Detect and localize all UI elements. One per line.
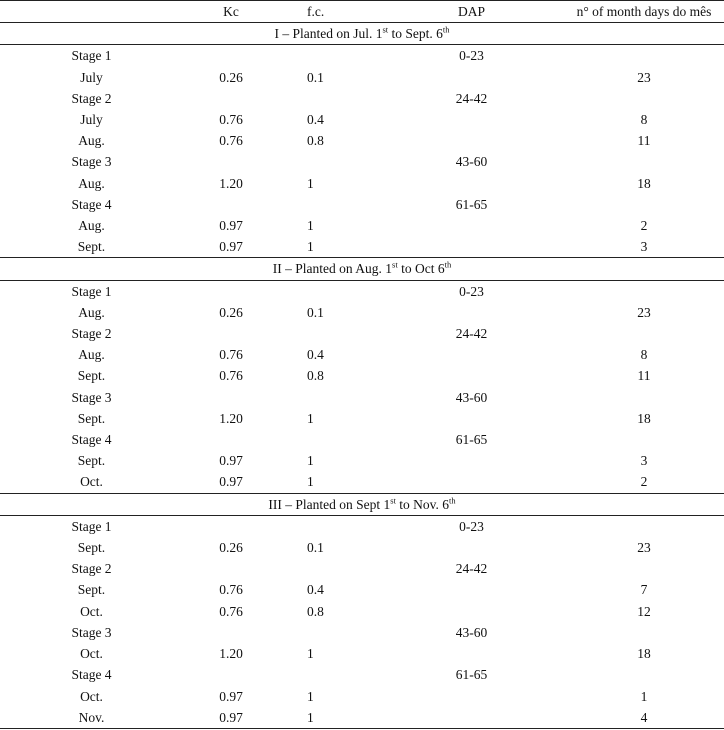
- row-label: Stage 4: [71, 667, 112, 683]
- fc-cell: 0.1: [307, 540, 324, 556]
- table-body: [0, 23, 724, 729]
- row-label: Stage 2: [71, 90, 112, 106]
- days-cell: [524, 387, 724, 408]
- row-label: Oct.: [80, 474, 103, 490]
- table-row: [0, 215, 724, 236]
- table-row: [0, 622, 724, 643]
- row-label: Aug.: [78, 133, 105, 149]
- days-cell: 8: [640, 112, 648, 128]
- table-row: [0, 601, 724, 622]
- fc-cell: 1: [307, 453, 314, 469]
- table-row: [0, 67, 724, 88]
- table-row: [0, 302, 724, 323]
- dap-cell: [419, 236, 524, 258]
- fc-cell: [279, 45, 419, 67]
- kc-cell: [183, 45, 279, 67]
- row-label: Sept.: [77, 368, 106, 384]
- dap-cell: [419, 67, 524, 88]
- row-label: Stage 2: [71, 326, 112, 342]
- kc-cell: [183, 194, 279, 215]
- fc-cell: [279, 515, 419, 537]
- section-title-text: I – Planted on Jul. 1: [274, 26, 383, 42]
- fc-cell: 1: [307, 239, 314, 255]
- days-cell: 1: [640, 688, 648, 704]
- kc-cell: [183, 558, 279, 579]
- section-title: [0, 258, 724, 280]
- dap-cell: 24-42: [455, 326, 488, 342]
- fc-cell: [279, 387, 419, 408]
- row-label: July: [80, 69, 103, 85]
- row-label: Stage 1: [71, 48, 112, 64]
- kc-cell: 0.76: [219, 603, 243, 619]
- section-title: [0, 493, 724, 515]
- days-cell: 18: [637, 646, 651, 662]
- table-row: [0, 537, 724, 558]
- header-stage: [0, 1, 183, 23]
- header-fc: f.c.: [307, 4, 325, 19]
- days-cell: 7: [640, 582, 648, 598]
- table-row: [0, 686, 724, 707]
- header-dap: DAP: [457, 4, 485, 19]
- dap-cell: [419, 601, 524, 622]
- kc-cell: 0.76: [219, 112, 243, 128]
- kc-cell: [183, 622, 279, 643]
- dap-cell: [419, 302, 524, 323]
- ordinal-suffix: th: [449, 495, 456, 506]
- fc-cell: 0.1: [307, 304, 324, 320]
- kc-cell: [183, 664, 279, 685]
- row-label: Nov.: [78, 709, 105, 725]
- dap-cell: [419, 408, 524, 429]
- table-row: [0, 408, 724, 429]
- section-title-row: [0, 258, 724, 280]
- dap-cell: 0-23: [459, 283, 484, 299]
- dap-cell: [419, 344, 524, 365]
- table-row: [0, 558, 724, 579]
- fc-cell: [279, 558, 419, 579]
- kc-cell: 0.97: [219, 688, 243, 704]
- ordinal-suffix: st: [382, 24, 389, 35]
- fc-cell: 0.8: [307, 133, 324, 149]
- fc-cell: [279, 429, 419, 450]
- dap-cell: [419, 579, 524, 600]
- days-cell: 3: [640, 239, 648, 255]
- days-cell: [524, 323, 724, 344]
- row-label: Sept.: [77, 410, 106, 426]
- kc-cell: [183, 88, 279, 109]
- kc-cell: 1.20: [219, 410, 243, 426]
- days-cell: [524, 664, 724, 685]
- fc-cell: 1: [307, 410, 314, 426]
- table-row: [0, 664, 724, 685]
- days-cell: [524, 280, 724, 302]
- table-row: [0, 429, 724, 450]
- table-row: [0, 365, 724, 386]
- row-label: Stage 3: [71, 624, 112, 640]
- table-row: [0, 45, 724, 67]
- dap-cell: [419, 537, 524, 558]
- fc-cell: 0.8: [307, 603, 324, 619]
- kc-cell: [183, 387, 279, 408]
- fc-cell: [279, 88, 419, 109]
- dap-cell: [419, 450, 524, 471]
- days-cell: [524, 558, 724, 579]
- section-title-text: to Oct 6: [397, 261, 445, 277]
- days-cell: 4: [640, 709, 648, 725]
- days-cell: [524, 622, 724, 643]
- row-label: Oct.: [80, 603, 103, 619]
- section-title-text: III – Planted on Sept 1: [268, 496, 391, 512]
- days-cell: 23: [637, 540, 651, 556]
- days-cell: 12: [637, 603, 651, 619]
- table-row: [0, 109, 724, 130]
- kc-cell: [183, 323, 279, 344]
- kc-cell: [183, 151, 279, 172]
- table-row: [0, 236, 724, 258]
- kc-cell: [183, 515, 279, 537]
- table-row: [0, 471, 724, 493]
- table-row: [0, 344, 724, 365]
- row-label: Stage 3: [71, 154, 112, 170]
- table-header-row: [0, 1, 724, 23]
- kc-cell: 0.76: [219, 133, 243, 149]
- days-cell: [524, 429, 724, 450]
- kc-cell: 0.97: [219, 239, 243, 255]
- days-cell: 23: [637, 69, 651, 85]
- kc-cell: 0.76: [219, 582, 243, 598]
- row-label: Aug.: [78, 218, 105, 234]
- days-cell: [524, 45, 724, 67]
- fc-cell: 1: [307, 688, 314, 704]
- dap-cell: 61-65: [455, 196, 488, 212]
- table-row: [0, 387, 724, 408]
- fc-cell: 1: [307, 175, 314, 191]
- fc-cell: 0.8: [307, 368, 324, 384]
- dap-cell: [419, 365, 524, 386]
- ordinal-suffix: st: [392, 259, 398, 270]
- days-cell: 8: [640, 347, 648, 363]
- kc-cell: 0.26: [219, 69, 243, 85]
- dap-cell: 0-23: [459, 518, 484, 534]
- row-label: Stage 4: [71, 196, 112, 212]
- days-cell: 11: [637, 368, 651, 384]
- fc-cell: [279, 151, 419, 172]
- table-row: [0, 88, 724, 109]
- row-label: Stage 4: [71, 432, 112, 448]
- table-row: [0, 173, 724, 194]
- dap-cell: 24-42: [455, 90, 488, 106]
- row-label: Stage 2: [71, 561, 112, 577]
- dap-cell: 24-42: [455, 561, 488, 577]
- days-cell: 2: [640, 218, 648, 234]
- table-row: [0, 280, 724, 302]
- table-row: [0, 151, 724, 172]
- row-label: Oct.: [80, 688, 103, 704]
- fc-cell: 0.4: [307, 347, 324, 363]
- dap-cell: 61-65: [455, 667, 488, 683]
- section-title-text: to Nov. 6: [395, 496, 450, 512]
- days-cell: 3: [640, 453, 648, 469]
- fc-cell: [279, 664, 419, 685]
- fc-cell: [279, 323, 419, 344]
- kc-cell: 0.76: [219, 347, 243, 363]
- kc-cell: 0.26: [219, 540, 243, 556]
- days-cell: 11: [637, 133, 651, 149]
- dap-cell: [419, 109, 524, 130]
- table-row: [0, 130, 724, 151]
- kc-cell: 1.20: [219, 175, 243, 191]
- fc-cell: 1: [307, 218, 314, 234]
- kc-cell: 0.97: [219, 218, 243, 234]
- header-kc: Kc: [223, 4, 239, 19]
- days-cell: 18: [637, 175, 651, 191]
- days-cell: [524, 194, 724, 215]
- ordinal-suffix: th: [442, 24, 450, 35]
- days-cell: [524, 88, 724, 109]
- dap-cell: 43-60: [455, 389, 488, 405]
- row-label: Sept.: [77, 239, 106, 255]
- fc-cell: 1: [307, 474, 314, 490]
- ordinal-suffix: st: [390, 495, 396, 506]
- row-label: Sept.: [77, 582, 106, 598]
- dap-cell: [419, 215, 524, 236]
- table-row: [0, 515, 724, 537]
- row-label: Stage 1: [71, 518, 112, 534]
- dap-cell: 0-23: [459, 48, 484, 64]
- row-label: Aug.: [78, 175, 105, 191]
- dap-cell: 43-60: [455, 624, 488, 640]
- row-label: July: [80, 112, 103, 128]
- dap-cell: [419, 686, 524, 707]
- section-title: [0, 23, 724, 45]
- kc-cell: 0.97: [219, 453, 243, 469]
- table-row: [0, 643, 724, 664]
- table-row: [0, 707, 724, 729]
- header-days: n° of month days do mês: [576, 4, 712, 19]
- dap-cell: [419, 173, 524, 194]
- fc-cell: 0.4: [307, 582, 324, 598]
- kc-cell: 0.97: [219, 709, 243, 725]
- kc-cell: 0.76: [219, 368, 243, 384]
- section-title-row: [0, 493, 724, 515]
- days-cell: [524, 515, 724, 537]
- section-title-text: to Sept. 6: [388, 26, 443, 42]
- dap-cell: [419, 707, 524, 729]
- table-row: [0, 450, 724, 471]
- row-label: Oct.: [80, 646, 103, 662]
- kc-cell: [183, 280, 279, 302]
- dap-cell: 61-65: [455, 432, 488, 448]
- row-label: Aug.: [78, 304, 105, 320]
- fc-cell: [279, 194, 419, 215]
- days-cell: 18: [637, 410, 651, 426]
- days-cell: [524, 151, 724, 172]
- kc-cell: 0.97: [219, 474, 243, 490]
- row-label: Sept.: [77, 453, 106, 469]
- dap-cell: [419, 643, 524, 664]
- section-title-text: II – Planted on Aug. 1: [272, 261, 393, 277]
- fc-cell: 1: [307, 646, 314, 662]
- row-label: Sept.: [77, 540, 106, 556]
- dap-cell: [419, 130, 524, 151]
- row-label: Stage 3: [71, 389, 112, 405]
- dap-cell: 43-60: [455, 154, 488, 170]
- table-row: [0, 194, 724, 215]
- days-cell: 2: [640, 474, 648, 490]
- row-label: Aug.: [78, 347, 105, 363]
- kc-cell: 0.26: [219, 304, 243, 320]
- days-cell: 23: [637, 304, 651, 320]
- dap-cell: [419, 471, 524, 493]
- fc-cell: 0.1: [307, 69, 324, 85]
- section-title-row: [0, 23, 724, 45]
- fc-cell: [279, 280, 419, 302]
- table-row: [0, 323, 724, 344]
- kc-cell: 1.20: [219, 646, 243, 662]
- kc-cell: [183, 429, 279, 450]
- fc-cell: 1: [307, 709, 314, 725]
- fc-cell: [279, 622, 419, 643]
- table-row: [0, 579, 724, 600]
- row-label: Stage 1: [71, 283, 112, 299]
- fc-cell: 0.4: [307, 112, 324, 128]
- ordinal-suffix: th: [444, 259, 452, 270]
